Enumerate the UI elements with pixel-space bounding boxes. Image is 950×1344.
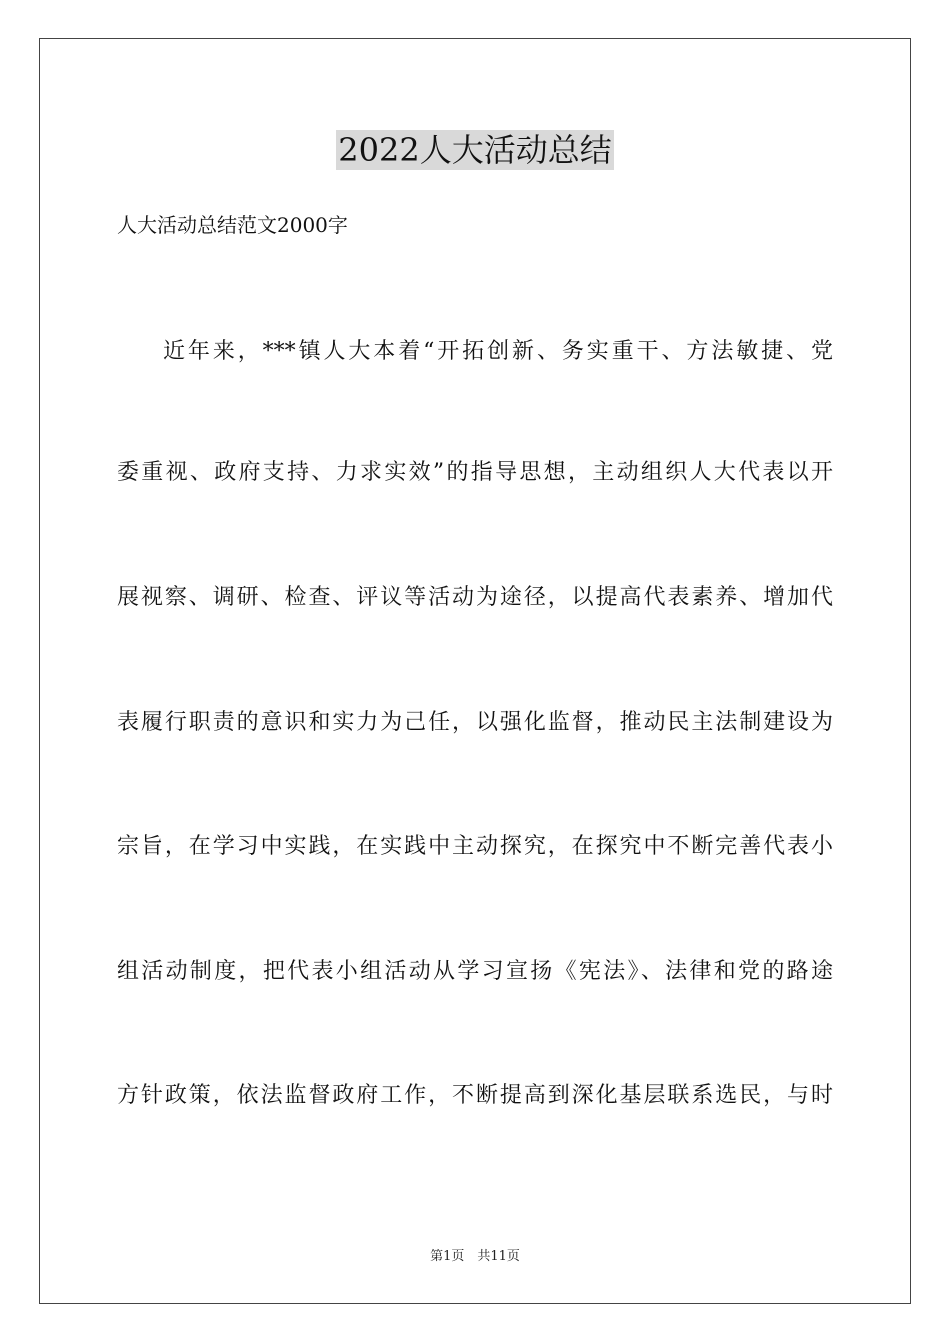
paragraph-line: 展视察、调研、检查、评议等活动为途径，以提高代表素养、增加代 — [117, 585, 833, 610]
paragraph-line: 表履行职责的意识和实力为己任，以强化监督，推动民主法制建设为 — [117, 710, 833, 735]
paragraph-line: 方针政策，依法监督政府工作，不断提高到深化基层联系选民，与时 — [117, 1083, 833, 1108]
document-title: 2022人大活动总结 — [338, 131, 612, 169]
document-title-block — [0, 130, 950, 176]
page-footer: 第1页 共11页 — [430, 1249, 520, 1264]
document-subtitle: 人大活动总结范文2000字 — [117, 213, 348, 237]
paragraph-line: 委重视、政府支持、力求实效”的指导思想，主动组织人大代表以开 — [117, 460, 833, 485]
paragraph-line: 近年来，***镇人大本着“开拓创新、务实重干、方法敏捷、党 — [163, 339, 833, 364]
paragraph-line: 宗旨，在学习中实践，在实践中主动探究，在探究中不断完善代表小 — [117, 834, 833, 859]
paragraph-line: 组活动制度，把代表小组活动从学习宣扬《宪法》、法律和党的路途 — [117, 959, 833, 984]
